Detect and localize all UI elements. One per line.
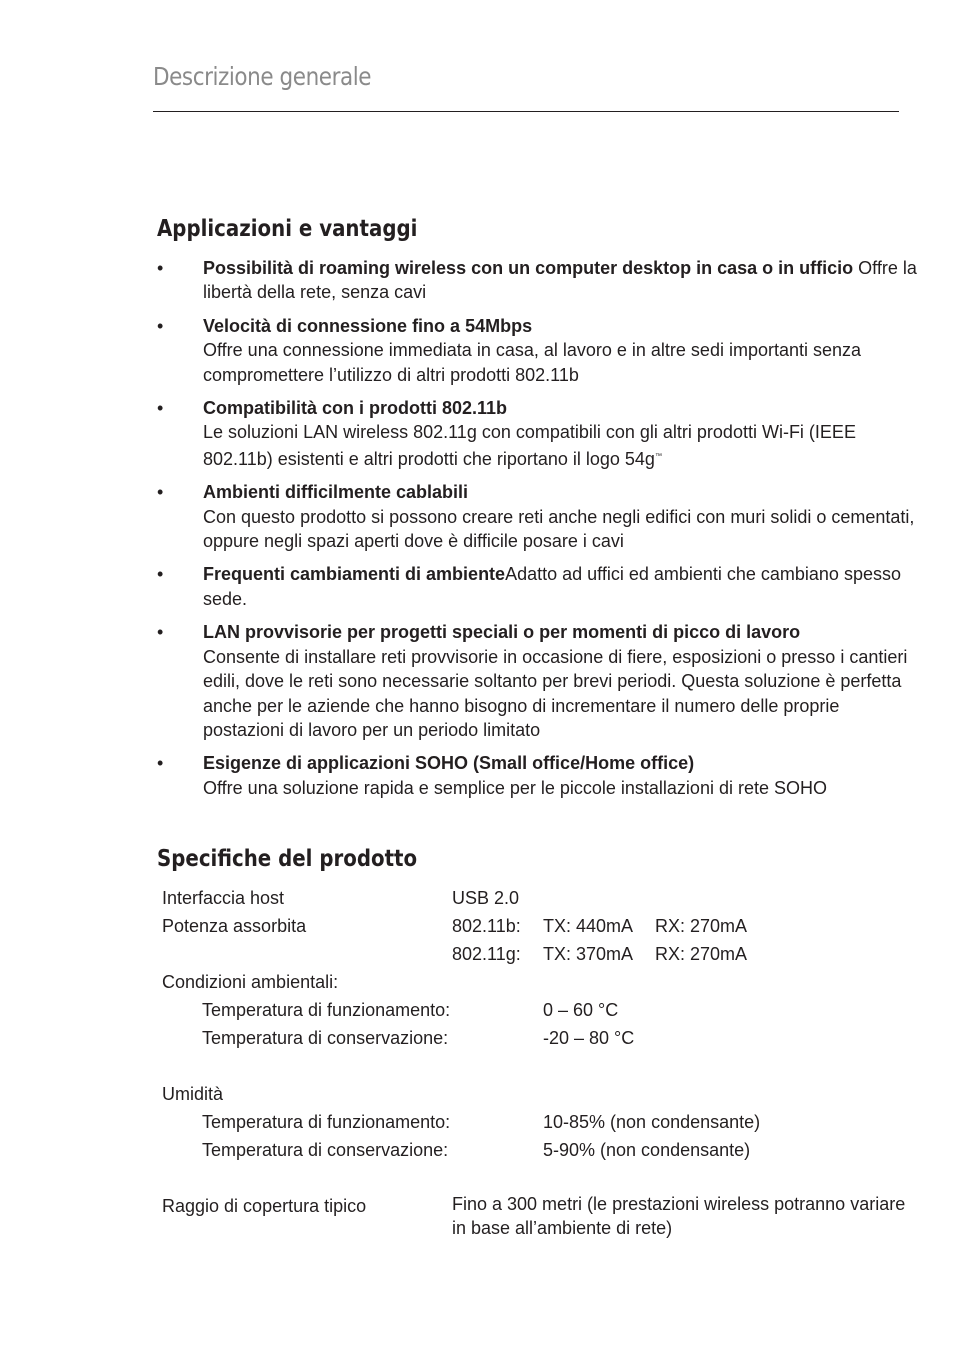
bullet-title: Possibilità di roaming wireless con un computer desktop in casa o in ufficio	[203, 258, 854, 278]
spec-value: 0 – 60 °C	[543, 1000, 619, 1020]
spec-value: -20 – 80 °C	[543, 1028, 635, 1048]
spec-sublabel: Temperatura di conservazione:	[202, 1028, 449, 1048]
bullet-description: Offre la libertà della rete, senza cavi	[203, 258, 917, 303]
list-item	[157, 480, 917, 553]
spec-value-tx: TX: 440mA	[543, 916, 634, 936]
spec-row-environment	[162, 968, 912, 996]
spec-label: Potenza assorbita	[162, 916, 307, 936]
spec-row-power-b	[162, 912, 912, 940]
spec-spacer	[162, 1164, 912, 1192]
spec-row-env-storage	[162, 1024, 912, 1052]
list-item	[157, 562, 917, 611]
bullet-title: LAN provvisorie per progetti speciali o per momenti di picco di lavoro	[203, 622, 801, 643]
spec-row-host-interface	[162, 884, 912, 912]
list-item	[157, 314, 917, 387]
bullet-description: Adatto ad uffici ed ambienti che cambiano spesso sede.	[203, 564, 901, 609]
list-item	[157, 751, 917, 800]
spec-value-rx: RX: 270mA	[655, 916, 748, 936]
specs-heading: Specifiche del prodotto	[157, 846, 418, 872]
spec-value-tx: TX: 370mA	[543, 944, 634, 964]
bullet-title: Esigenze di applicazioni SOHO (Small office/Home office)	[203, 753, 695, 774]
list-item	[157, 256, 917, 305]
spec-value: 5-90% (non condensante)	[543, 1140, 751, 1160]
page-title: Descrizione generale	[153, 62, 372, 91]
bullet-icon: •	[157, 482, 164, 503]
spec-label: Condizioni ambientali:	[162, 972, 339, 992]
bullet-icon: •	[157, 622, 164, 643]
spec-label: Raggio di copertura tipico	[162, 1196, 367, 1216]
spec-row-hum-storage	[162, 1136, 912, 1164]
spec-label: Umidità	[162, 1084, 224, 1104]
bullet-title: Compatibilità con i prodotti 802.11b	[203, 398, 508, 419]
bullet-description-wrap	[203, 420, 917, 471]
bullet-icon: •	[157, 398, 164, 419]
spec-row-env-operating	[162, 996, 912, 1024]
spec-sublabel: Temperatura di funzionamento:	[202, 1112, 451, 1132]
bullet-title: Velocità di connessione fino a 54Mbps	[203, 315, 533, 336]
applications-heading: Applicazioni e vantaggi	[157, 216, 418, 242]
spec-value: Fino a 300 metri (le prestazioni wireless potranno variare in base all’ambiente di rete)	[452, 1194, 906, 1239]
bullet-icon: •	[157, 564, 164, 585]
bullet-description: Offre una soluzione rapida e semplice per le piccole installazioni di rete SOHO	[203, 777, 827, 798]
list-item	[157, 396, 917, 471]
spec-label: Interfaccia host	[162, 888, 285, 908]
title-divider	[153, 111, 899, 112]
spec-spacer	[162, 1052, 912, 1080]
bullet-title: Frequenti cambiamenti di ambiente	[203, 564, 506, 585]
bullet-description: Offre una connessione immediata in casa, al lavoro e in altre sedi importanti senza compromettere l’utilizzo di altri prodotti 802.11b	[203, 340, 862, 385]
bullet-description: Le soluzioni LAN wireless 802.11g con compatibili con gli altri prodotti Wi-Fi (IEEE 802.11b) esistenti e altri prodotti che riportano il logo 54g	[203, 422, 856, 469]
spec-row-humidity	[162, 1080, 912, 1108]
list-item	[157, 620, 917, 742]
specs-table	[162, 884, 912, 1244]
spec-row-power-g	[162, 940, 912, 968]
spec-value-standard: 802.11g:	[452, 944, 521, 964]
bullet-icon: •	[157, 753, 164, 774]
trademark-mark: ™	[654, 452, 662, 460]
spec-value: 10-85% (non condensante)	[543, 1112, 761, 1132]
bullet-icon: •	[157, 258, 164, 278]
spec-value: USB 2.0	[452, 888, 520, 908]
bullet-icon: •	[157, 315, 164, 336]
bullet-description: Consente di installare reti provvisorie in occasione di fiere, esposizioni o presso i cantieri edili, dove le reti sono necessarie soltanto per brevi periodi. Questa soluzione è perfetta anche per le aziende che hanno bisogno di incrementare il numero delle proprie postazioni di lavoro per un periodo limitato	[203, 646, 908, 740]
spec-row-coverage	[162, 1192, 912, 1244]
spec-value-rx: RX: 270mA	[655, 944, 748, 964]
spec-value-standard: 802.11b:	[452, 916, 521, 936]
spec-row-hum-operating	[162, 1108, 912, 1136]
spec-sublabel: Temperatura di funzionamento:	[202, 1000, 451, 1020]
bullet-description: Con questo prodotto si possono creare reti anche negli edifici con muri solidi o cementati, oppure negli spazi aperti dove è difficile posare i cavi	[203, 506, 915, 552]
spec-sublabel: Temperatura di conservazione:	[202, 1140, 449, 1160]
applications-list	[157, 256, 917, 809]
bullet-title: Ambienti difficilmente cablabili	[203, 482, 469, 503]
